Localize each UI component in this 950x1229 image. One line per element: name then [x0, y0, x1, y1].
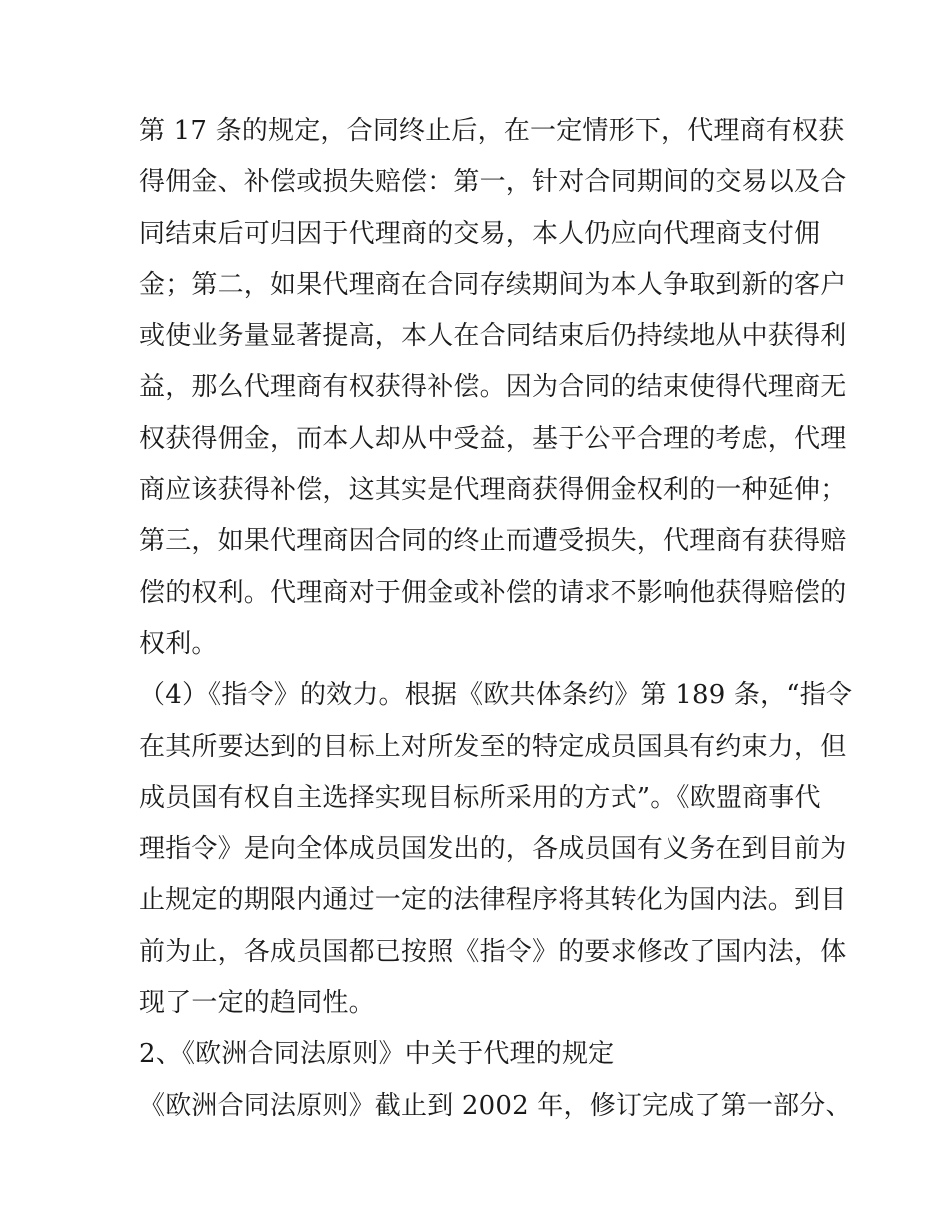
section-heading: 2、《欧洲合同法原则》中关于代理的规定	[139, 1039, 615, 1070]
text-line: 同结束后可归因于代理商的交易，本人仍应向代理商支付佣	[139, 218, 821, 249]
text-line: （4）《指令》的效力。根据《欧共体条约》第 189 条，“指令	[139, 680, 853, 711]
text-line: 成员国有权自主选择实现目标所采用的方式”。《欧盟商事代	[139, 782, 821, 813]
text-line: 或使业务量显著提高，本人在合同结束后仍持续地从中获得利	[139, 321, 847, 352]
text-line: 权获得佣金，而本人却从中受益，基于公平合理的考虑，代理	[139, 423, 847, 454]
text-line: 商应该获得补偿，这其实是代理商获得佣金权利的一种延伸；	[139, 475, 847, 506]
text-line: 偿的权利。代理商对于佣金或补偿的请求不影响他获得赔偿的	[139, 577, 847, 608]
text-line: 第三，如果代理商因合同的终止而遭受损失，代理商有获得赔	[139, 526, 847, 557]
text-line: 前为止，各成员国都已按照《指令》的要求修改了国内法，体	[139, 936, 847, 967]
document-body	[139, 106, 853, 1132]
text-line: 理指令》是向全体成员国发出的，各成员国有义务在到目前为	[139, 834, 847, 865]
text-line: 权利。	[139, 628, 218, 659]
text-line: 益，那么代理商有权获得补偿。因为合同的结束使得代理商无	[139, 372, 847, 403]
text-line: 现了一定的趋同性。	[139, 988, 375, 1019]
text-line: 得佣金、补偿或损失赔偿：第一，针对合同期间的交易以及合	[139, 167, 847, 198]
text-line: 止规定的期限内通过一定的法律程序将其转化为国内法。到目	[139, 885, 847, 916]
text-line: 第 17 条的规定，合同终止后，在一定情形下，代理商有权获	[139, 116, 845, 146]
text-line: 《欧洲合同法原则》截止到 2002 年，修订完成了第一部分、	[139, 1090, 852, 1121]
text-line: 在其所要达到的目标上对所发至的特定成员国具有约束力，但	[139, 731, 847, 762]
text-line: 金；第二，如果代理商在合同存续期间为本人争取到新的客户	[139, 269, 847, 300]
